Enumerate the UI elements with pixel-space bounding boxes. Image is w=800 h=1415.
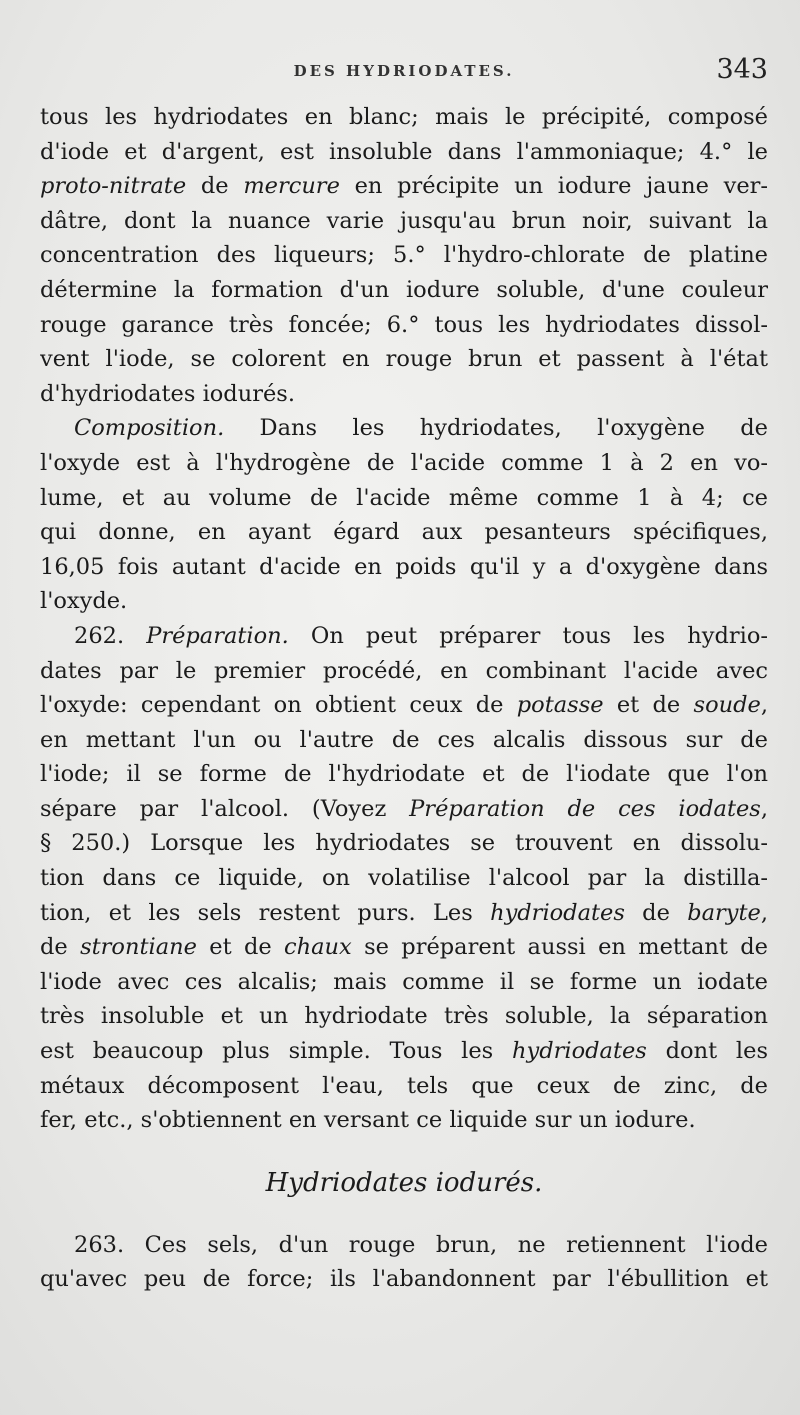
page-number: 343 — [716, 54, 768, 85]
text-run: d'iode et d'argent, est insoluble dans l'ammoniaque; 4.° le — [40, 138, 768, 165]
text-run: On peut préparer tous les hydrio- — [288, 622, 768, 649]
text-run: en mettant l'un ou l'autre de ces alcalis dissous sur de — [40, 726, 768, 753]
text-line — [40, 1103, 768, 1138]
text-run: en précipite un iodure jaune ver- — [339, 173, 768, 200]
text-line — [40, 169, 768, 204]
text-line — [40, 930, 768, 965]
text-line — [40, 1228, 768, 1263]
text-run: et de — [196, 934, 285, 961]
text-run: l'iode avec ces alcalis; mais comme il se forme un iodate — [40, 968, 768, 995]
text-run: l'oxyde: cependant on obtient ceux de — [40, 692, 517, 719]
italic-run: hydriodates — [512, 1038, 647, 1065]
text-run: d'hydriodates iodurés. — [40, 380, 295, 407]
text-line — [40, 1034, 768, 1069]
closing-paragraph — [40, 1228, 768, 1297]
text-run: , — [760, 795, 768, 822]
text-line — [40, 135, 768, 170]
text-run: dates par le premier procédé, en combinant l'acide avec — [40, 657, 768, 684]
text-line — [40, 826, 768, 861]
text-run: 262. — [74, 622, 147, 649]
text-run: , — [760, 899, 768, 926]
running-title: DES HYDRIODATES. — [293, 62, 515, 80]
text-line — [40, 792, 768, 827]
text-run: tous les hydriodates en blanc; mais le précipité, composé — [40, 104, 768, 130]
text-run: dâtre, dont la nuance varie jusqu'au brun noir, suivant la — [40, 207, 768, 234]
text-run: rouge garance très foncée; 6.° tous les hydriodates dissol- — [40, 311, 768, 338]
text-line — [40, 999, 768, 1034]
text-line — [40, 446, 768, 481]
text-run: qui donne, en ayant égard aux pesanteurs spécifiques, — [40, 519, 768, 546]
text-line — [40, 204, 768, 239]
italic-run: chaux — [284, 934, 352, 961]
text-run: tion dans ce liquide, on volatilise l'alcool par la distilla- — [40, 865, 768, 892]
italic-run: Préparation. — [146, 622, 289, 649]
italic-run: potasse — [516, 692, 604, 719]
text-run: tion, et les sels restent purs. Les — [40, 899, 491, 926]
text-run: se préparent aussi en mettant de — [351, 934, 768, 961]
text-line — [40, 723, 768, 758]
text-run: Dans les hydriodates, l'oxygène de — [224, 415, 768, 442]
text-line — [40, 550, 768, 585]
text-run: 16,05 fois autant d'acide en poids qu'il y a d'oxygène dans — [40, 553, 768, 580]
italic-run: Préparation de ces iodates — [409, 795, 761, 822]
text-run: 263. Ces sels, d'un rouge brun, ne retiennent l'iode — [74, 1231, 768, 1258]
text-line — [40, 100, 768, 135]
text-run: métaux décomposent l'eau, tels que ceux de zinc, de — [40, 1072, 768, 1099]
text-line — [40, 688, 768, 723]
text-line — [40, 238, 768, 273]
italic-run: baryte — [687, 899, 761, 926]
text-run: qu'avec peu de force; ils l'abandonnent par l'ébullition et — [40, 1266, 768, 1293]
italic-run: strontiane — [80, 934, 197, 961]
text-run: de — [624, 899, 688, 926]
text-line — [40, 377, 768, 412]
text-line — [40, 411, 768, 446]
text-line — [40, 965, 768, 1000]
text-run: vent l'iode, se colorent en rouge brun et passent à l'état — [40, 346, 768, 373]
text-line — [40, 515, 768, 550]
text-run: sépare par l'alcool. (Voyez — [40, 795, 410, 822]
text-line — [40, 584, 768, 619]
italic-run: hydriodates — [490, 899, 625, 926]
italic-run: Composition. — [74, 415, 225, 442]
text-run: l'oxyde est à l'hydrogène de l'acide comme 1 à 2 en vo- — [40, 449, 768, 476]
text-run: dont les — [646, 1038, 768, 1065]
italic-run: proto-nitrate — [40, 173, 187, 200]
text-line — [40, 619, 768, 654]
text-run: , — [760, 692, 768, 719]
text-line — [40, 342, 768, 377]
text-run: très insoluble et un hydriodate très soluble, la séparation — [40, 1003, 768, 1030]
text-run: l'oxyde. — [40, 588, 128, 615]
text-line — [40, 308, 768, 343]
text-line — [40, 654, 768, 689]
text-run: de — [40, 934, 81, 961]
text-line — [40, 481, 768, 516]
text-run: est beaucoup plus simple. Tous les — [40, 1038, 513, 1065]
page-header — [40, 52, 768, 92]
text-run: et de — [603, 692, 694, 719]
text-run: de — [186, 173, 244, 200]
text-run: détermine la formation d'un iodure soluble, d'une couleur — [40, 276, 768, 303]
text-line — [40, 273, 768, 308]
text-run: concentration des liqueurs; 5.° l'hydro-chlorate de platine — [40, 242, 768, 269]
text-run: § 250.) Lorsque les hydriodates se trouvent en dissolu- — [40, 830, 768, 857]
text-line — [40, 861, 768, 896]
text-line — [40, 1069, 768, 1104]
section-heading: Hydriodates iodurés. — [265, 1167, 543, 1198]
main-paragraphs — [40, 100, 768, 1138]
text-run: fer, etc., s'obtiennent en versant ce liquide sur un iodure. — [40, 1107, 696, 1134]
text-line — [40, 757, 768, 792]
text-line — [40, 1262, 768, 1297]
body-text — [40, 100, 768, 1297]
italic-run: mercure — [243, 173, 340, 200]
text-line — [40, 896, 768, 931]
text-run: lume, et au volume de l'acide même comme 1 à 4; ce — [40, 484, 768, 511]
italic-run: soude — [693, 692, 761, 719]
text-run: l'iode; il se forme de l'hydriodate et de l'iodate que l'on — [40, 761, 768, 788]
